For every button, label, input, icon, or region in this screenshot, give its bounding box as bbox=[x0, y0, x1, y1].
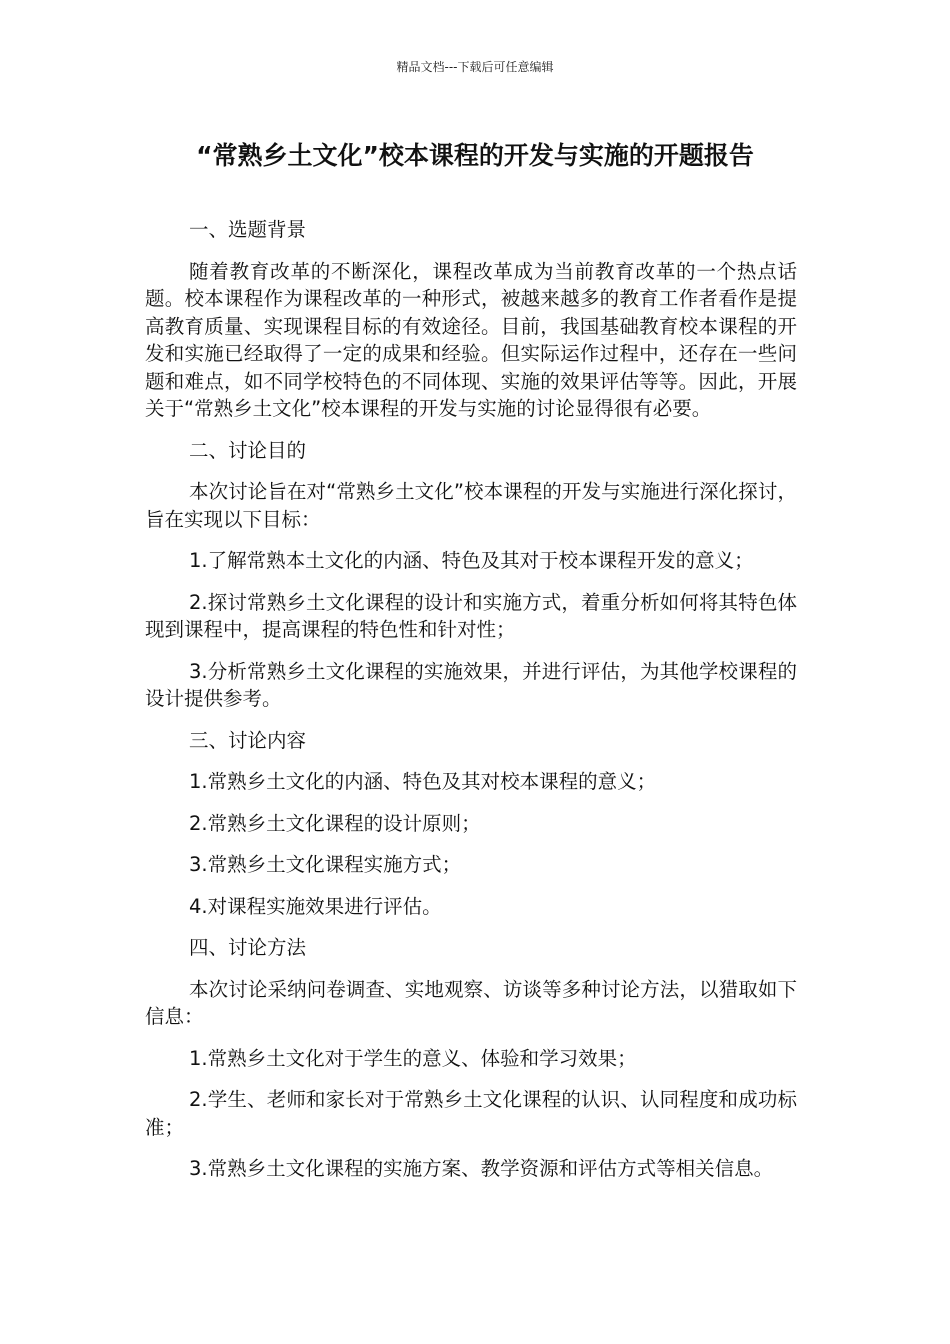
purpose-item-2: 2.探讨常熟乡土文化课程的设计和实施方式，着重分析如何将其特色体现到课程中，提高课程的特色性和针对性； bbox=[145, 590, 797, 641]
section-heading-purpose: 二、讨论目的 bbox=[189, 438, 307, 462]
purpose-item-1: 1.了解常熟本土文化的内涵、特色及其对于校本课程开发的意义； bbox=[189, 549, 754, 572]
method-item-3: 3.常熟乡土文化课程的实施方案、教学资源和评估方式等相关信息。 bbox=[189, 1157, 774, 1180]
section-heading-background: 一、选题背景 bbox=[189, 218, 307, 241]
content-item-2: 2.常熟乡土文化课程的设计原则； bbox=[189, 811, 481, 835]
content-item-4: 4.对课程实施效果进行评估。 bbox=[189, 894, 442, 918]
method-item-2: 2.学生、老师和家长对于常熟乡土文化课程的认识、认同程度和成功标准； bbox=[145, 1088, 797, 1139]
document-title: “常熟乡土文化”校本课程的开发与实施的开题报告 bbox=[196, 141, 754, 170]
content-item-1: 1.常熟乡土文化的内涵、特色及其对校本课程的意义； bbox=[189, 770, 657, 793]
section-heading-method: 四、讨论方法 bbox=[189, 936, 307, 959]
method-intro-paragraph: 本次讨论采纳问卷调查、实地观察、访谈等多种讨论方法，以猎取如下信息： bbox=[145, 977, 797, 1028]
document-body bbox=[145, 216, 797, 1197]
page-header-note: 精品文档---下载后可任意编辑 bbox=[396, 60, 554, 74]
purpose-intro-paragraph: 本次讨论旨在对“常熟乡土文化”校本课程的开发与实施进行深化探讨，旨在实现以下目标： bbox=[145, 480, 797, 531]
section-heading-content: 三、讨论内容 bbox=[189, 728, 307, 752]
purpose-item-3: 3.分析常熟乡土文化课程的实施效果，并进行评估，为其他学校课程的设计提供参考。 bbox=[145, 659, 797, 710]
method-item-1: 1.常熟乡土文化对于学生的意义、体验和学习效果； bbox=[189, 1046, 637, 1070]
background-paragraph: 随着教育改革的不断深化，课程改革成为当前教育改革的一个热点话题。校本课程作为课程改革的一种形式，被越来越多的教育工作者看作是提高教育质量、实现课程目标的有效途径。目前，我国基础教育校本课程的开发和实施已经取得了一定的成果和经验。但实际运作过程中，还存在一些问题和难点，如不同学校特色的不同体现、实施的效果评估等等。因此，开展关于“常熟乡土文化”校本课程的开发与实施的讨论显得很有必要。 bbox=[145, 259, 797, 420]
content-item-3: 3.常熟乡土文化课程实施方式； bbox=[189, 853, 462, 876]
